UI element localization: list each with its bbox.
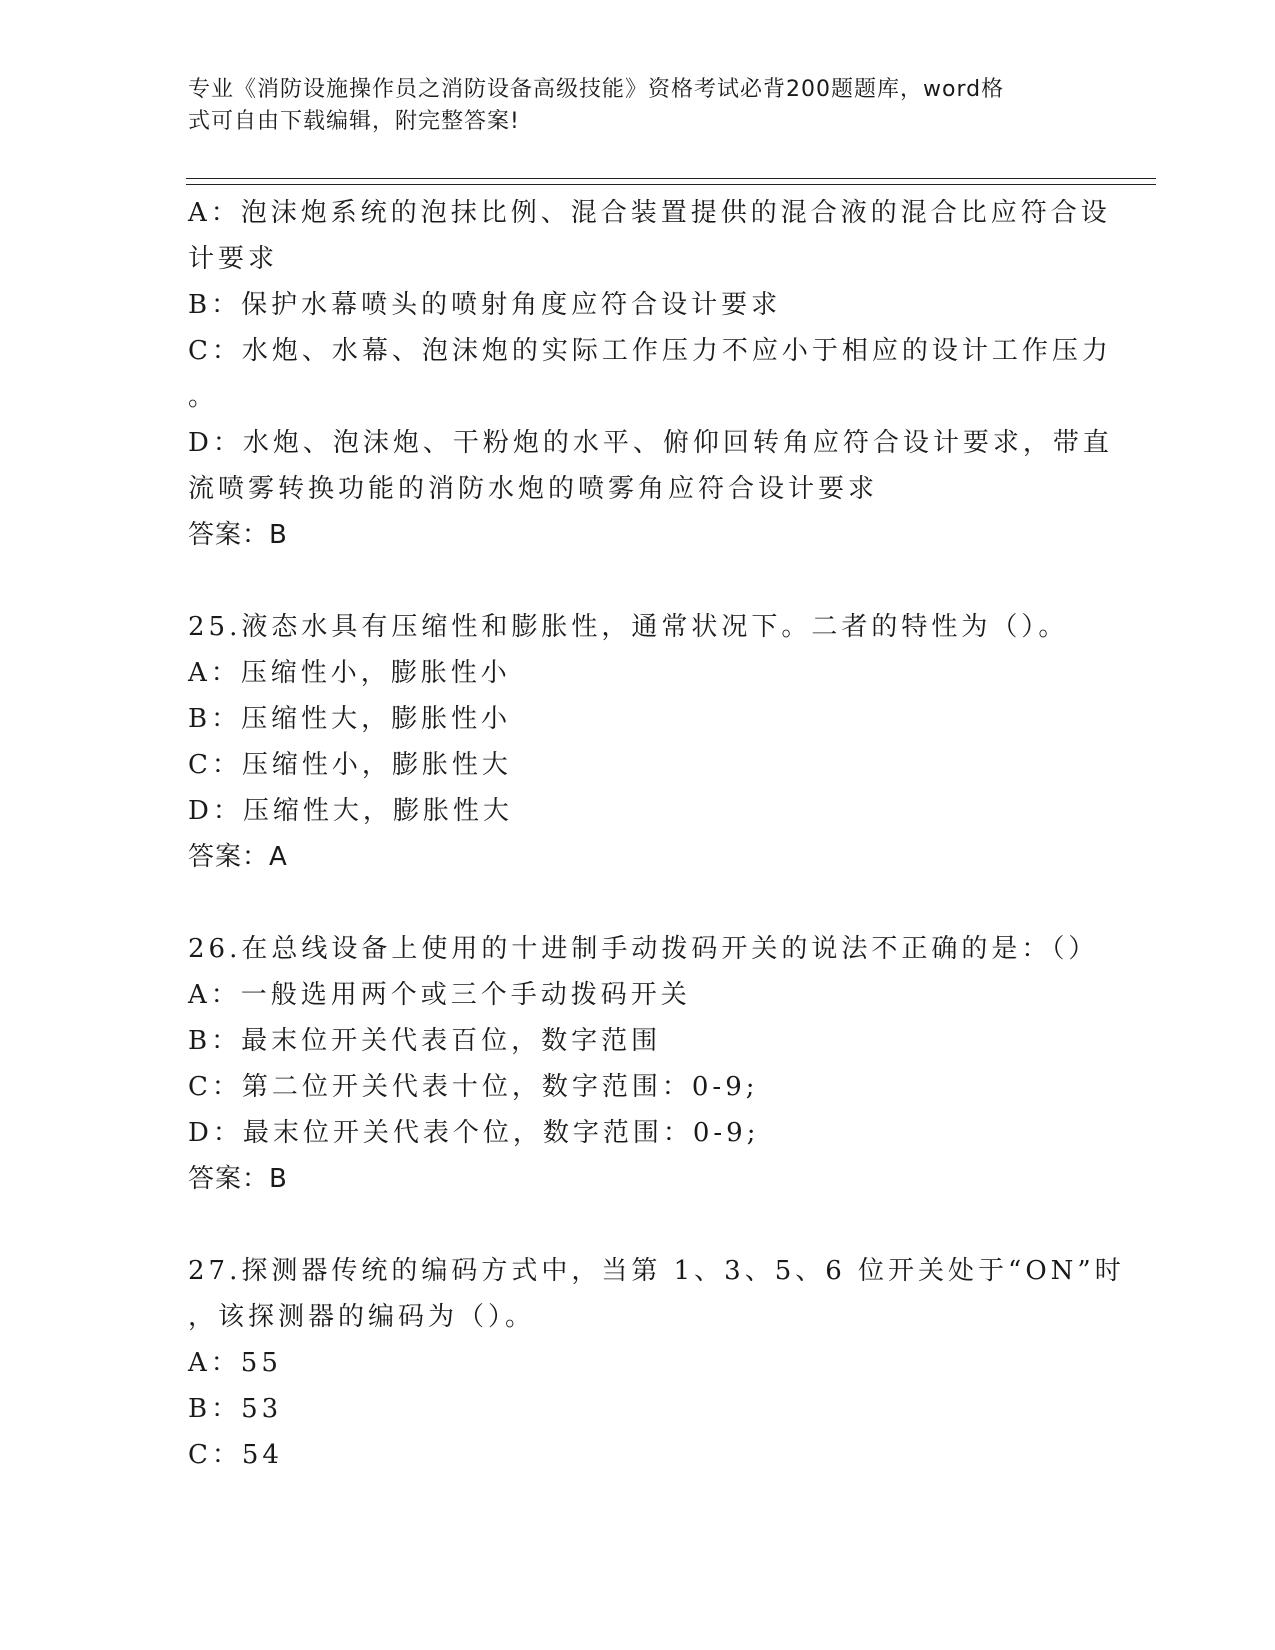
option-c: C：54 xyxy=(188,1440,283,1470)
option-b: B：保护水幕喷头的喷射角度应符合设计要求 xyxy=(188,290,782,320)
question-text: 25.液态水具有压缩性和膨胀性，通常状况下。二者的特性为（）。 xyxy=(188,612,1069,642)
answer: 答案：B xyxy=(188,520,288,550)
option-c: C：第二位开关代表十位，数字范围：0-9; xyxy=(188,1072,759,1102)
header-line-1: 专业《消防设施操作员之消防设备高级技能》资格考试必背200题题库，word格 xyxy=(188,77,1005,102)
option-a: A：压缩性小，膨胀性小 xyxy=(188,658,511,688)
option-a: A：55 xyxy=(188,1348,282,1378)
option-d-line-1: D：水炮、泡沫炮、干粉炮的水平、俯仰回转角应符合设计要求，带直 xyxy=(188,428,1113,458)
option-c-line-2: 。 xyxy=(188,382,219,412)
question-text-line-2: ，该探测器的编码为（）。 xyxy=(188,1302,536,1332)
spacer xyxy=(188,1202,1088,1248)
document-header xyxy=(188,74,1068,138)
question-27 xyxy=(188,1248,1125,1478)
question-list xyxy=(188,190,1125,1478)
header-divider-bottom xyxy=(186,184,1156,185)
option-c-line-1: C：水炮、水幕、泡沫炮的实际工作压力不应小于相应的设计工作压力 xyxy=(188,336,1112,366)
option-b: B：压缩性大，膨胀性小 xyxy=(188,704,512,734)
question-26 xyxy=(188,926,1099,1202)
option-d-line-2: 流喷雾转换功能的消防水炮的喷雾角应符合设计要求 xyxy=(188,474,879,504)
option-a-line-2: 计要求 xyxy=(188,244,279,274)
option-a-line-1: A：泡沫炮系统的泡抹比例、混合装置提供的混合液的混合比应符合设 xyxy=(188,198,1111,228)
spacer xyxy=(188,558,1088,604)
question-25 xyxy=(188,604,1088,880)
answer: 答案：B xyxy=(188,1164,288,1194)
header-divider-top xyxy=(186,178,1156,179)
option-b: B：53 xyxy=(188,1394,283,1424)
header-line-2: 式可自由下载编辑，附完整答案! xyxy=(188,109,520,134)
answer: 答案：A xyxy=(188,842,288,872)
question-24 xyxy=(188,190,1113,558)
question-text: 26.在总线设备上使用的十进制手动拨码开关的说法不正确的是：（） xyxy=(188,934,1099,964)
option-b: B：最末位开关代表百位，数字范围 xyxy=(188,1026,662,1056)
option-c: C：压缩性小，膨胀性大 xyxy=(188,750,512,780)
option-d: D：最末位开关代表个位，数字范围：0-9; xyxy=(188,1118,760,1148)
option-a: A：一般选用两个或三个手动拨码开关 xyxy=(188,980,691,1010)
spacer xyxy=(188,880,1088,926)
option-d: D：压缩性大，膨胀性大 xyxy=(188,796,513,826)
question-text-line-1: 27.探测器传统的编码方式中，当第 1、3、5、6 位开关处于“ON”时 xyxy=(188,1256,1125,1286)
